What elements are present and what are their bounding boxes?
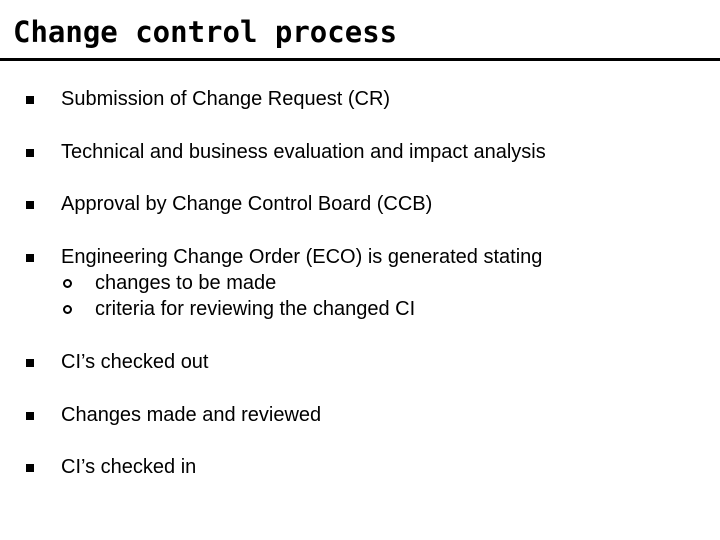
circle-bullet-icon: [63, 305, 72, 314]
square-bullet-icon: [26, 96, 34, 104]
sub-text: criteria for reviewing the changed CI: [95, 298, 416, 320]
bullet-text: Submission of Change Request (CR): [61, 88, 391, 110]
bullet-text: Changes made and reviewed: [61, 404, 322, 426]
bullet-text: CI’s checked in: [61, 456, 197, 478]
square-bullet-icon: [26, 149, 34, 157]
bullet-text: Technical and business evaluation and impact analysis: [61, 141, 546, 163]
bullet-text: CI’s checked out: [61, 351, 209, 373]
slide-title: Change control process: [13, 15, 398, 49]
square-bullet-icon: [26, 464, 34, 472]
title-rule: [0, 58, 720, 61]
square-bullet-icon: [26, 359, 34, 367]
sub-text: changes to be made: [95, 272, 277, 294]
circle-bullet-icon: [63, 279, 72, 288]
bullet-text: Approval by Change Control Board (CCB): [61, 193, 433, 215]
bullet-text: Engineering Change Order (ECO) is generated stating: [61, 246, 543, 268]
square-bullet-icon: [26, 254, 34, 262]
square-bullet-icon: [26, 412, 34, 420]
square-bullet-icon: [26, 201, 34, 209]
